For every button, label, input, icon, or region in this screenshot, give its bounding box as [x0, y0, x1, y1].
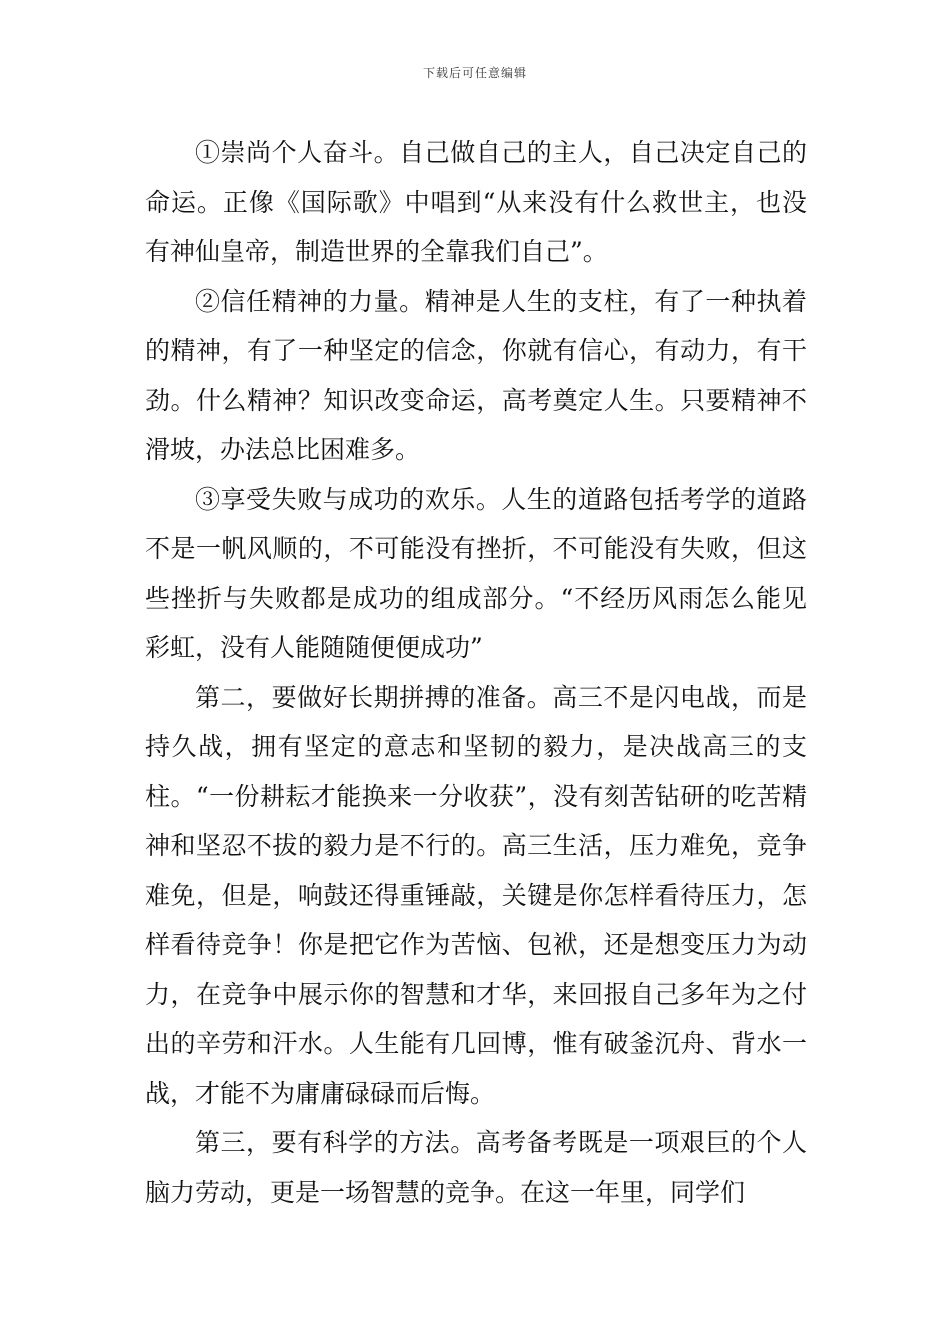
paragraph-1: ①崇尚个人奋斗。自己做自己的主人，自己决定自己的命运。正像《国际歌》中唱到“从来没有什么救世主，也没有神仙皇帝，制造世界的全靠我们自己”。 [145, 138, 807, 266]
paragraph-3: ③享受失败与成功的欢乐。人生的道路包括考学的道路不是一帆风顺的，不可能没有挫折，不可能没有失败，但这些挫折与失败都是成功的组成部分。“不经历风雨怎么能见彩虹，没有人能随随便便成功” [145, 484, 807, 662]
paragraph-4: 第二，要做好长期拼搏的准备。高三不是闪电战，而是持久战，拥有坚定的意志和坚韧的毅力，是决战高三的支柱。“一份耕耘才能换来一分收获”，没有刻苦钻研的吃苦精神和坚忍不拔的毅力是不行的。高三生活，压力难免，竞争难免，但是，响鼓还得重锤敲，关键是你怎样看待压力，怎样看待竞争！你是把它作为苦恼、包袱，还是想变压力为动力，在竞争中展示你的智慧和才华，来回报自己多年为之付出的辛劳和汗水。人生能有几回博，惟有破釜沉舟、背水一战，才能不为庸庸碌碌而后悔。 [145, 682, 807, 1108]
paragraph-2: ②信任精神的力量。精神是人生的支柱，有了一种执着的精神，有了一种坚定的信念，你就有信心，有动力，有干劲。什么精神？知识改变命运，高考奠定人生。只要精神不滑坡，办法总比困难多。 [145, 286, 807, 464]
paragraph-5: 第三，要有科学的方法。高考备考既是一项艰巨的个人脑力劳动，更是一场智慧的竞争。在这一年里，同学们 [145, 1128, 807, 1207]
document-body [145, 128, 807, 1217]
page-header: 下载后可任意编辑 [422, 66, 527, 80]
